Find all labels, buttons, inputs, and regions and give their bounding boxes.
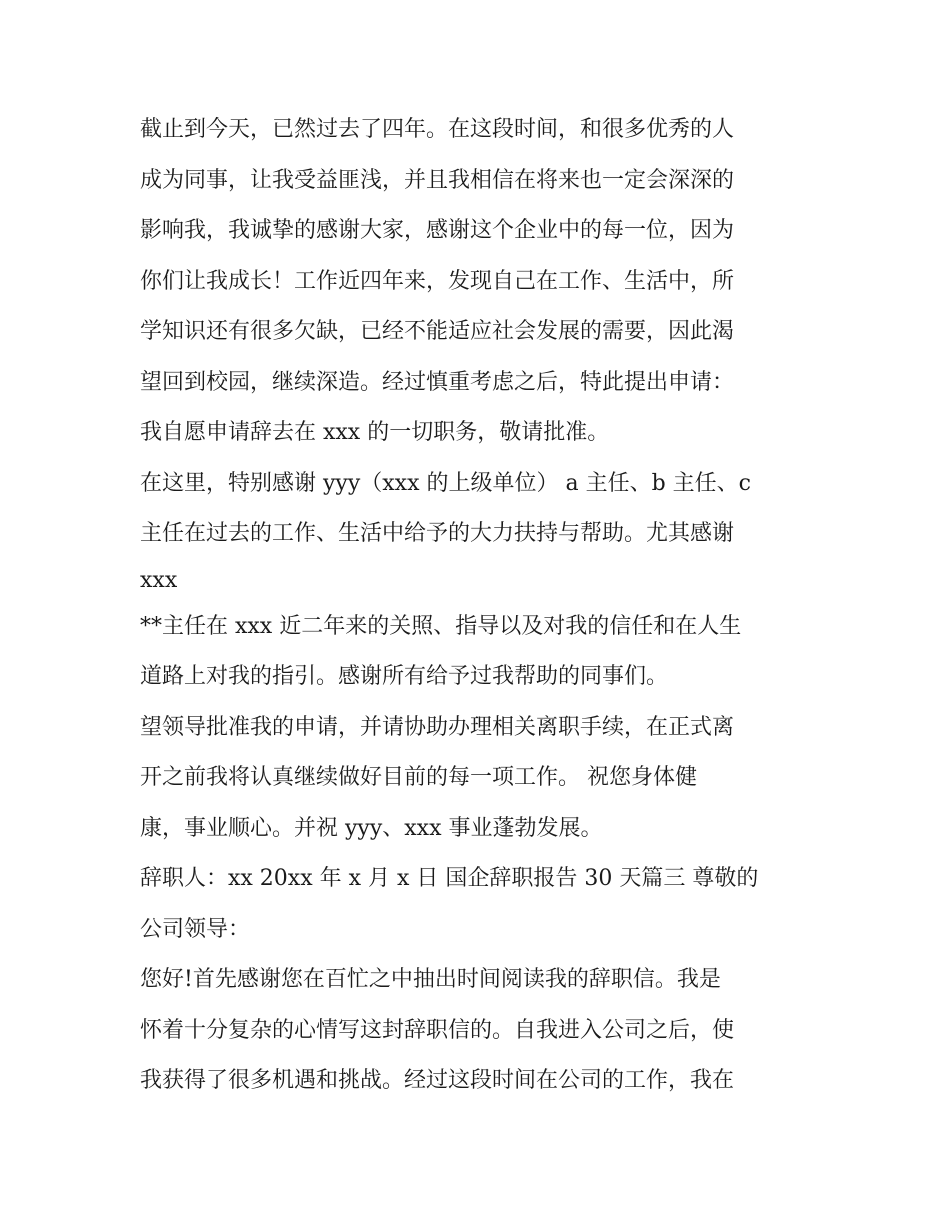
text-line: 公司领导： <box>140 916 251 942</box>
text-line: 辞职人：xx 20xx 年 x 月 x 日 国企辞职报告 30 天篇三 尊敬的 <box>140 866 759 891</box>
document-body <box>140 105 820 1107</box>
text-line: 成为同事，让我受益匪浅，并且我相信在将来也一定会深深的 <box>140 167 735 193</box>
text-line: 学知识还有很多欠缺，已经不能适应社会发展的需要，因此渴 <box>140 319 735 344</box>
text-line: 您好!首先感谢您在百忙之中抽出时间阅读我的辞职信。我是 <box>140 967 721 992</box>
text-line: 康，事业顺心。并祝 yyy、xxx 事业蓬勃发展。 <box>140 815 603 841</box>
text-line: 主任在过去的工作、生活中给予的大力扶持与帮助。尤其感谢 <box>140 521 735 546</box>
text-line: 截止到今天，已然过去了四年。在这段时间，和很多优秀的人 <box>140 117 735 142</box>
text-line: xxx <box>140 567 178 593</box>
text-line: 望回到校园，继续深造。经过慎重考虑之后，特此提出申请： <box>140 369 735 395</box>
text-line: **主任在 xxx 近二年来的关照、指导以及对我的信任和在人生 <box>140 613 742 639</box>
text-line: 道路上对我的指引。感谢所有给予过我帮助的同事们。 <box>140 664 669 689</box>
text-line: 望领导批准我的申请，并请协助办理相关离职手续，在正式离 <box>140 714 735 740</box>
text-line: 开之前我将认真继续做好目前的每一项工作。 祝您身体健 <box>140 765 697 790</box>
text-line: 影响我，我诚挚的感谢大家，感谢这个企业中的每一位，因为 <box>140 218 735 243</box>
text-line: 我自愿申请辞去在 xxx 的一切职务，敬请批准。 <box>140 420 610 445</box>
text-line: 我获得了很多机遇和挑战。经过这段时间在公司的工作，我在 <box>140 1068 735 1093</box>
text-line: 在这里，特别感谢 yyy（xxx 的上级单位） a 主任、b 主任、c <box>140 470 751 496</box>
text-line: 怀着十分复杂的心情写这封辞职信的。自我进入公司之后，使 <box>140 1017 735 1043</box>
text-line: 你们让我成长！工作近四年来，发现自己在工作、生活中，所 <box>140 268 735 294</box>
